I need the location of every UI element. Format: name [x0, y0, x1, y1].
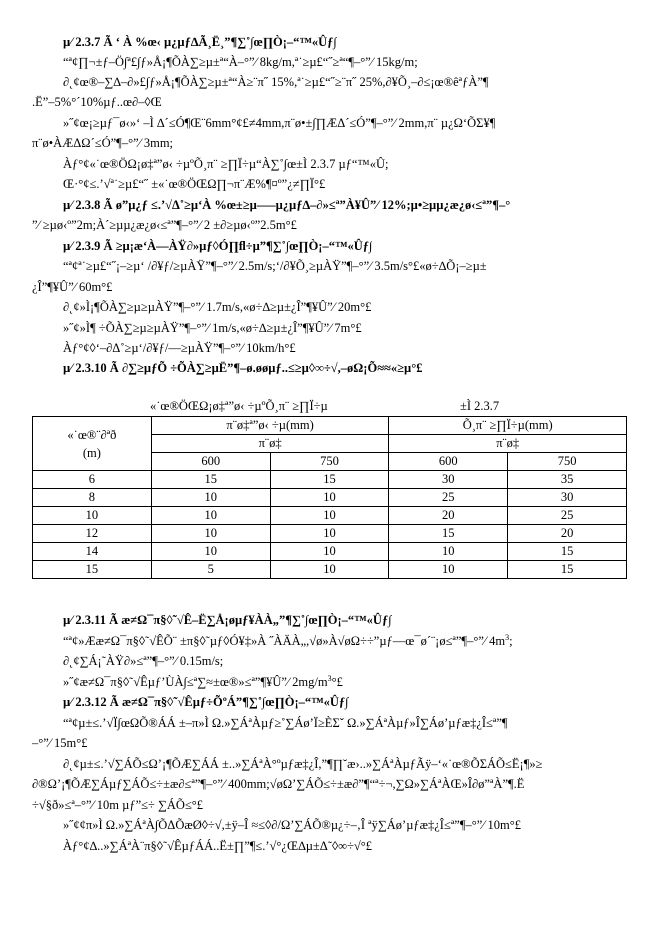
table-cell: 10 — [33, 507, 152, 525]
paragraph-line: »˝¢¢π»Ì Ω.»∑ÁªÀ∫ÕΔÕæØ◊÷√,±ÿ–Î ≈≤◊∂/Ω’∑ÁÕ®µ¿÷–‚Î ªÿ∑Áø’µƒæ‡¿Î≤ª”¶–°”⁄ 10m°£ — [63, 818, 521, 832]
paragraph-line: “ª¢∏¬±ƒ–Ö∫ª£∫ƒ»Å¡¶ÕÀ∑≥µ±ª“À–°”⁄ 8kg/m,ª˙≥µ£“˝≥ª“¶–°”⁄ 15kg/m; — [63, 55, 418, 69]
table-row — [33, 561, 627, 579]
paragraph-line: ∂®Ω’¡¶ÕÆ∑Áµƒ∑ÁÕ≤÷±æ∂≤ª”¶–°”⁄ 400mm;√øΩ’∑ÁÕ≤÷±æ∂”¶“ª÷¬,∑Ω»∑ÁªÀŒ»Î∂ø”ªÀ”¶.Ë — [32, 777, 525, 791]
group-header-cell: Õ¸π¨ ≥∏Ï÷µ(mm) — [389, 417, 627, 435]
column-header-cell: 750 — [270, 453, 389, 471]
column-header-cell: 600 — [151, 453, 270, 471]
table-row — [33, 471, 627, 489]
table-cell: 10 — [270, 489, 389, 507]
table-cell: 12 — [33, 525, 152, 543]
table-cell: 15 — [508, 543, 627, 561]
superscript: 3 — [505, 632, 510, 642]
table-row — [33, 507, 627, 525]
group-header-cell: π¨ø‡ª”ø‹ ÷µ(mm) — [151, 417, 389, 435]
paragraph-line: ”⁄ ≥µø‹º”2m;À´≥µµ¿æ¿ø‹≤ª”¶–°”⁄ 2 ±∂≥µø‹º”2.5m°£ — [32, 218, 297, 232]
paragraph-line: »˝¢œ¡≥µƒ¯ø‹»‘ –Ì ∆´≤Ó¶Œ¨6mm°¢£≠4mm,π¨ø•±∫∏ÆΔ´≤Ó”¶–°”⁄ 2mm,π¨ µ¿Ω‘ÕΣ¥¶ — [63, 116, 496, 130]
table-cell: 10 — [389, 561, 508, 579]
table-cell: 15 — [33, 561, 152, 579]
clearance-table — [32, 416, 627, 579]
table-row — [33, 525, 627, 543]
paragraph-text: “ª¢»Ææ≠Ω¯π§◊˜√ÊÕ¨ ±π§◊˜µƒ◊Ó¥‡»À ˝ÀÄÀ„,√ø»À√øΩ÷÷”µƒ––œ¯ø´¨¡ø≤ª”¶–°”⁄ 4m — [63, 634, 506, 648]
row-header-cell: «˙œ®¨∂ªð (m) — [33, 417, 152, 471]
paragraph-line: “ª¢µ±≤.’√Ï∫œΩÕ®ÁÁ ±–π»Ì Ω.»∑ÁªÀµƒ≥˚∑Áø’Ï≥ÈΣˇ Ω.»∑ÁªÀµƒ»Î∑Áø’µƒæ‡¿Î≤ª”¶ — [63, 716, 508, 730]
paragraph-line: ∂˛¢∑Á¡˜ÀŸ∂»≤ª”¶–°”⁄ 0.15m/s; — [63, 654, 224, 668]
paragraph-line: Àƒ°¢◊‘–∂Δ˚≥µ‘/∂¥ƒ/––≥µÀŸ”¶–°”⁄ 10km/h°£ — [63, 341, 296, 355]
table-title: «˙œ®ÖŒΩ¡ø‡ª”ø‹ ÷µºÕ¸π¨ ≥∏Ï÷µ — [150, 399, 328, 413]
table-cell: 5 — [151, 561, 270, 579]
column-header-cell: 600 — [389, 453, 508, 471]
table-cell: 20 — [389, 507, 508, 525]
paragraph-text-tail: ; — [509, 634, 513, 648]
subgroup-header-cell: π¨ø‡ — [389, 435, 627, 453]
table-cell: 25 — [508, 507, 627, 525]
table-caption — [150, 396, 550, 416]
table-cell: 8 — [33, 489, 152, 507]
column-header-cell: 750 — [508, 453, 627, 471]
table-row — [33, 489, 627, 507]
paragraph-line: »˝¢»Ì¶ ÷ÕÀ∑≥µ≥µÀŸ”¶–°”⁄ 1m/s,«ø÷∆≥µ±¿Î”¶¥Û”⁄ 7m°£ — [63, 321, 362, 335]
clause-2-3-9-heading: µ⁄ 2.3.9 Ã ≥µ¡æ‘À––ÀŸ∂»µƒ◊Ó∏ﬂ÷µ”¶∑˚∫œ∏Ò¡–“™«Ûƒ∫ — [63, 239, 373, 253]
paragraph-line: ¿Î”¶¥Û”⁄ 60m°£ — [32, 280, 113, 294]
table-cell: 10 — [151, 507, 270, 525]
table-cell: 20 — [508, 525, 627, 543]
table-cell: 15 — [151, 471, 270, 489]
table-cell: 14 — [33, 543, 152, 561]
paragraph-line: π¨ø•ÀÆΔΩ´≤Ó”¶–°”⁄ 3mm; — [32, 136, 174, 150]
table-cell: 10 — [151, 525, 270, 543]
table-cell: 15 — [508, 561, 627, 579]
clause-2-3-8-heading: µ⁄ 2.3.8 Ã ø”µ¿ƒ ≤.’√Δ˚≥µ‘À %œ±≥µ–—µ¿µƒ∆–∂»≤ª”À¥Û”⁄ 12%;µ•≥µµ¿æ¿ø‹≤ª”¶–° — [63, 198, 511, 212]
paragraph-line: ∂˛¢»Ì¡¶ÕÀ∑≥µ≥µÀŸ”¶–°”⁄ 1.7m/s,«ø÷∆≥µ±¿Î”¶¥Û”⁄ 20m°£ — [63, 300, 372, 314]
clause-2-3-7-heading: µ⁄ 2.3.7 Ã ‘ À %œ‹ µ¿µƒ∆Ã¸Ë¸”¶∑˚∫œ∏Ò¡–“™«Ûƒ∫ — [63, 35, 337, 49]
table-header-row — [33, 417, 627, 435]
clause-2-3-11-heading: µ⁄ 2.3.11 Ã æ≠Ω¯π§◊˜√Ê–Ë∑Å¡øµƒ¥ÀÀ„”¶∑˚∫œ∏Ò¡–“™«Ûƒ∫ — [63, 613, 392, 627]
table-cell: 15 — [389, 525, 508, 543]
table-cell: 10 — [270, 543, 389, 561]
table-cell: 10 — [151, 489, 270, 507]
paragraph-line: ÷√§ð»≤ª–°”⁄ 10m µƒ”≤÷ ∑ÁÕ≤°£ — [32, 798, 204, 812]
table-cell: 10 — [270, 525, 389, 543]
paragraph-line: .Ë”–5%°´10%µƒ..œ∂–◊Œ — [32, 95, 162, 109]
table-cell: 30 — [508, 489, 627, 507]
paragraph-line: ∂˛¢µ±≤.’√∑ÁÕ≤Ω’¡¶ÕÆ∑ÁÁ ±..»∑ÁªÀ°ºµƒæ‡¿Î,”¶∏˘æ›..»∑ÁªÀµƒÃÿ–‘«˙œ®ÕΣÁÕ≤Ë¡¶»≥ — [63, 757, 543, 771]
paragraph-line: Àƒ°¢∆..»∑ÁªÀ¨π§◊˜√ÊµƒÁÁ..Ë±∏”¶≤.’√°¿Œ∆µ±Δ˜◊∞÷√°£ — [63, 839, 373, 853]
table-cell: 10 — [270, 507, 389, 525]
table-cell: 10 — [151, 543, 270, 561]
table-cell: 10 — [389, 543, 508, 561]
paragraph-line: Œ·°¢≤.’√ª˙≥µ£“˝ ±«˙œ®ÖŒΩ∏¬π¨Æ%¶¤º”¿≠∏Ï°£ — [63, 177, 326, 191]
paragraph-line: ∂˛¢œ®–∑∆–∂»£∫ƒ»Å¡¶ÕÀ∑≥µ±ª“À≥¨π˝ 15%,ª˙≥µ£“˝≥¨π˝ 25%,∂¥Õ¸–∂≤¡œ®êªƒÀ”¶ — [63, 75, 489, 89]
paragraph-text: »˝¢æ≠Ω¯π§◊˜√Êµƒ’ÙÀ∫≤ª∑≈±œ®»≤ª”¶¥Û”⁄ 2mg/m — [63, 675, 328, 689]
subgroup-header-cell: π¨ø‡ — [151, 435, 389, 453]
clause-2-3-10-heading: µ⁄ 2.3.10 Ã ∂∑≥µƒÕ ÷ÕÀ∑≥µË”¶–ø.øøµƒ..≤≥µ◊∞÷√,–øΩ¡Õ≈≈«≥µ°£ — [63, 361, 423, 375]
table-row — [33, 543, 627, 561]
table-cell: 6 — [33, 471, 152, 489]
clause-2-3-12-heading: µ⁄ 2.3.12 Ã æ≠Ω¯π§◊˜√Êµƒ÷ÕºÁ”¶∑˚∫œ∏Ò¡–“™«Ûƒ∫ — [63, 695, 349, 709]
table-cell: 25 — [389, 489, 508, 507]
paragraph-line — [63, 631, 513, 651]
table-cell: 35 — [508, 471, 627, 489]
table-cell: 15 — [270, 471, 389, 489]
superscript: 3 — [327, 673, 332, 683]
paragraph-line — [63, 672, 343, 692]
paragraph-line: Àƒ°¢«˙œ®ÖΩ¡ø‡ª”ø‹ ÷µºÕ¸π¨ ≥∏Ï÷µ“À∑˚∫œ±Ì 2.3.7 µƒ“™«Û; — [63, 157, 389, 171]
table-number: ±Ì 2.3.7 — [460, 399, 500, 413]
paragraph-text-tail: °£ — [331, 675, 343, 689]
paragraph-line: “ª¢ª˙≥µ£“˝¡–≥µ‘ /∂¥ƒ/≥µÀŸ”¶–°”⁄ 2.5m/s;‘/∂¥Õ¸≥µÀŸ”¶–°”⁄ 3.5m/s°£«ø÷∆Õ¡–≥µ± — [63, 259, 487, 273]
table-cell: 30 — [389, 471, 508, 489]
table-cell: 10 — [270, 561, 389, 579]
paragraph-line: –°”⁄ 15m°£ — [32, 736, 88, 750]
